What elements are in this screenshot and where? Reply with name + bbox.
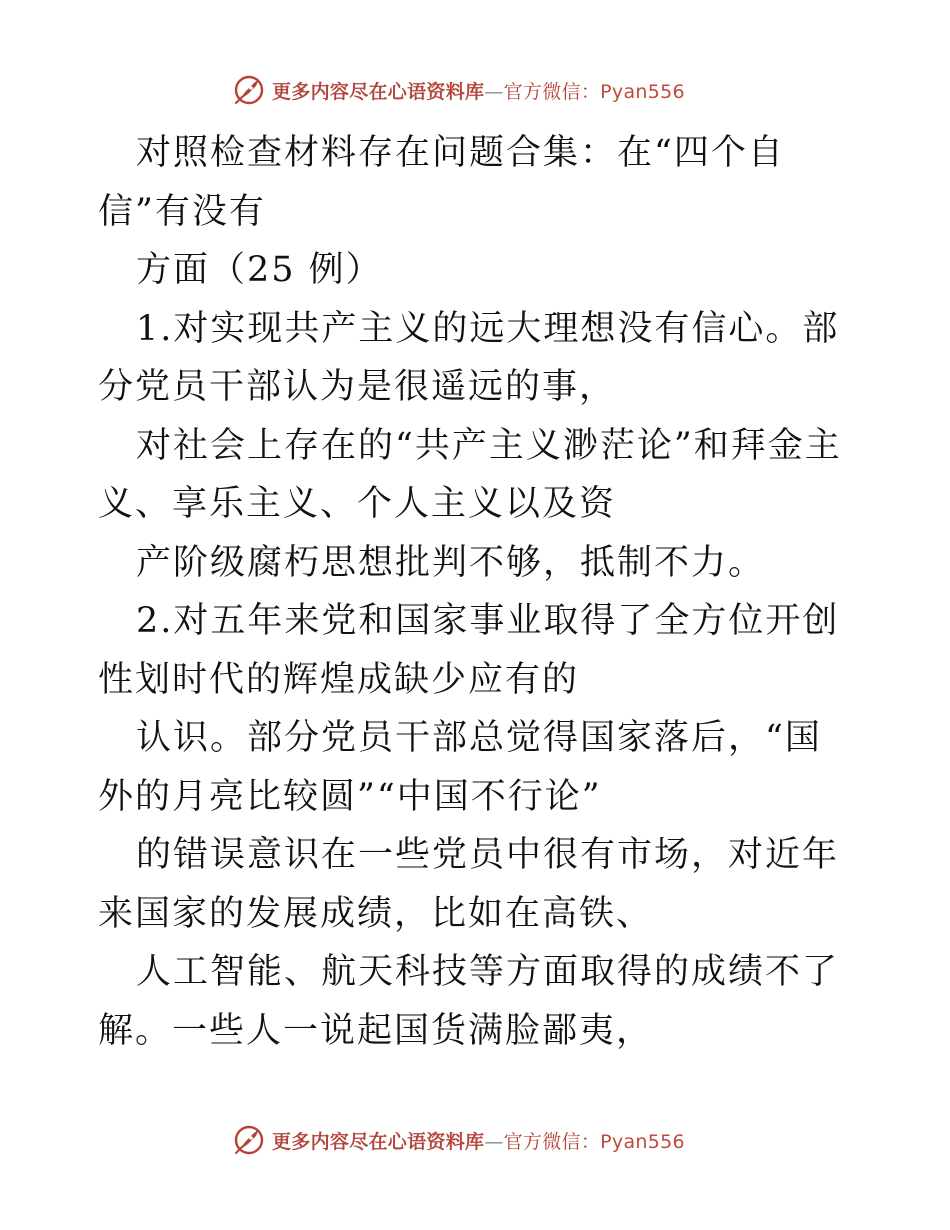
document-body [98,124,858,1060]
header-wechat-label: 官方微信： [503,80,601,103]
footer-wechat-label: 官方微信： [503,1130,601,1153]
document-subtitle: 方面（25 例） [136,250,383,290]
footer-site-text: 更多内容尽在心语资料库 [272,1130,485,1153]
paragraph: 1.对实现共产主义的远大理想没有信心。部分党员干部认为是很遥远的事， [98,308,840,407]
header-site-text: 更多内容尽在心语资料库 [272,80,485,103]
paragraph: 2.对五年来党和国家事业取得了全方位开创性划时代的辉煌成缺少应有的 [98,601,840,700]
paragraph: 的错误意识在一些党员中很有市场，对近年来国家的发展成绩，比如在高铁、 [98,835,840,934]
pen-nib-logo-icon [232,1123,266,1157]
paragraph: 认识。部分党员干部总觉得国家落后，“国外的月亮比较圆”“中国不行论” [98,718,822,817]
header-banner [232,70,685,110]
footer-wechat-id: Pyan556 [600,1130,685,1153]
footer-banner-text [272,1127,685,1154]
header-dash: — [484,80,504,103]
document-title: 对照检查材料存在问题合集：在“四个自信”有没有 [98,133,785,232]
header-banner-text [272,77,685,104]
header-wechat-id: Pyan556 [600,80,685,103]
footer-banner [232,1120,685,1160]
pen-nib-logo-icon [232,73,266,107]
paragraph: 对社会上存在的“共产主义渺茫论”和拜金主义、享乐主义、个人主义以及资 [98,425,842,524]
footer-dash: — [484,1130,504,1153]
paragraph: 产阶级腐朽思想批判不够，抵制不力。 [136,542,766,583]
paragraph: 人工智能、航天科技等方面取得的成绩不了解。一些人一说起国货满脸鄙夷， [98,952,840,1051]
